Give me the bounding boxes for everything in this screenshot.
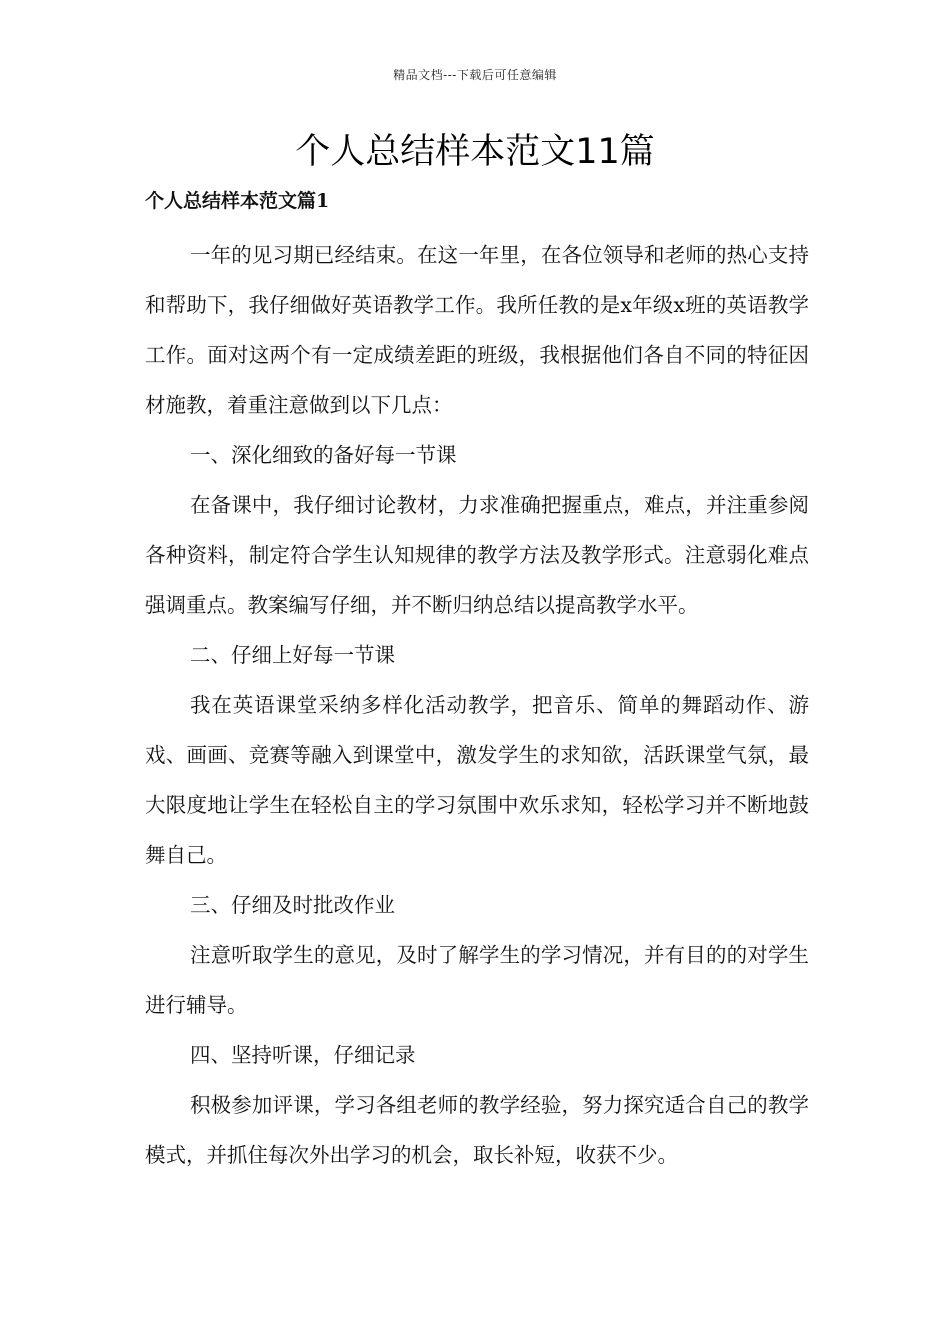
subheading-1: 一、深化细致的备好每一节课 — [190, 443, 457, 467]
subheading-3: 三、仔细及时批改作业 — [190, 893, 395, 917]
paragraph-3: 注意听取学生的意见，及时了解学生的学习情况，并有目的的对学生进行辅导。 — [145, 943, 809, 1017]
section-title: 个人总结样本范文篇1 — [145, 190, 330, 212]
document-title: 个人总结样本范文11篇 — [295, 132, 655, 172]
paragraph-1: 在备课中，我仔细讨论教材，力求准确把握重点，难点，并注重参阅各种资料，制定符合学生认知规律的教学方法及教学形式。注意弱化难点强调重点。教案编写仔细，并不断归纳总结以提高教学水平。 — [145, 493, 809, 617]
paragraph-2: 我在英语课堂采纳多样化活动教学，把音乐、简单的舞蹈动作、游戏、画画、竞赛等融入到课堂中，激发学生的求知欲，活跃课堂气氛，最大限度地让学生在轻松自主的学习氛围中欢乐求知，轻松学习并不断地鼓舞自己。 — [145, 693, 809, 867]
subheading-4: 四、坚持听课，仔细记录 — [190, 1043, 416, 1067]
paragraph-4: 积极参加评课，学习各组老师的教学经验，努力探究适合自己的教学模式，并抓住每次外出学习的机会，取长补短，收获不少。 — [145, 1093, 809, 1167]
subheading-2: 二、仔细上好每一节课 — [190, 643, 395, 667]
document-body — [145, 230, 809, 1180]
header-note: 精品文档---下载后可任意编辑 — [393, 68, 557, 82]
paragraph-intro: 一年的见习期已经结束。在这一年里，在各位领导和老师的热心支持和帮助下，我仔细做好英语教学工作。我所任教的是x年级x班的英语教学工作。面对这两个有一定成绩差距的班级，我根据他们各自不同的特征因材施教，着重注意做到以下几点： — [145, 243, 809, 417]
